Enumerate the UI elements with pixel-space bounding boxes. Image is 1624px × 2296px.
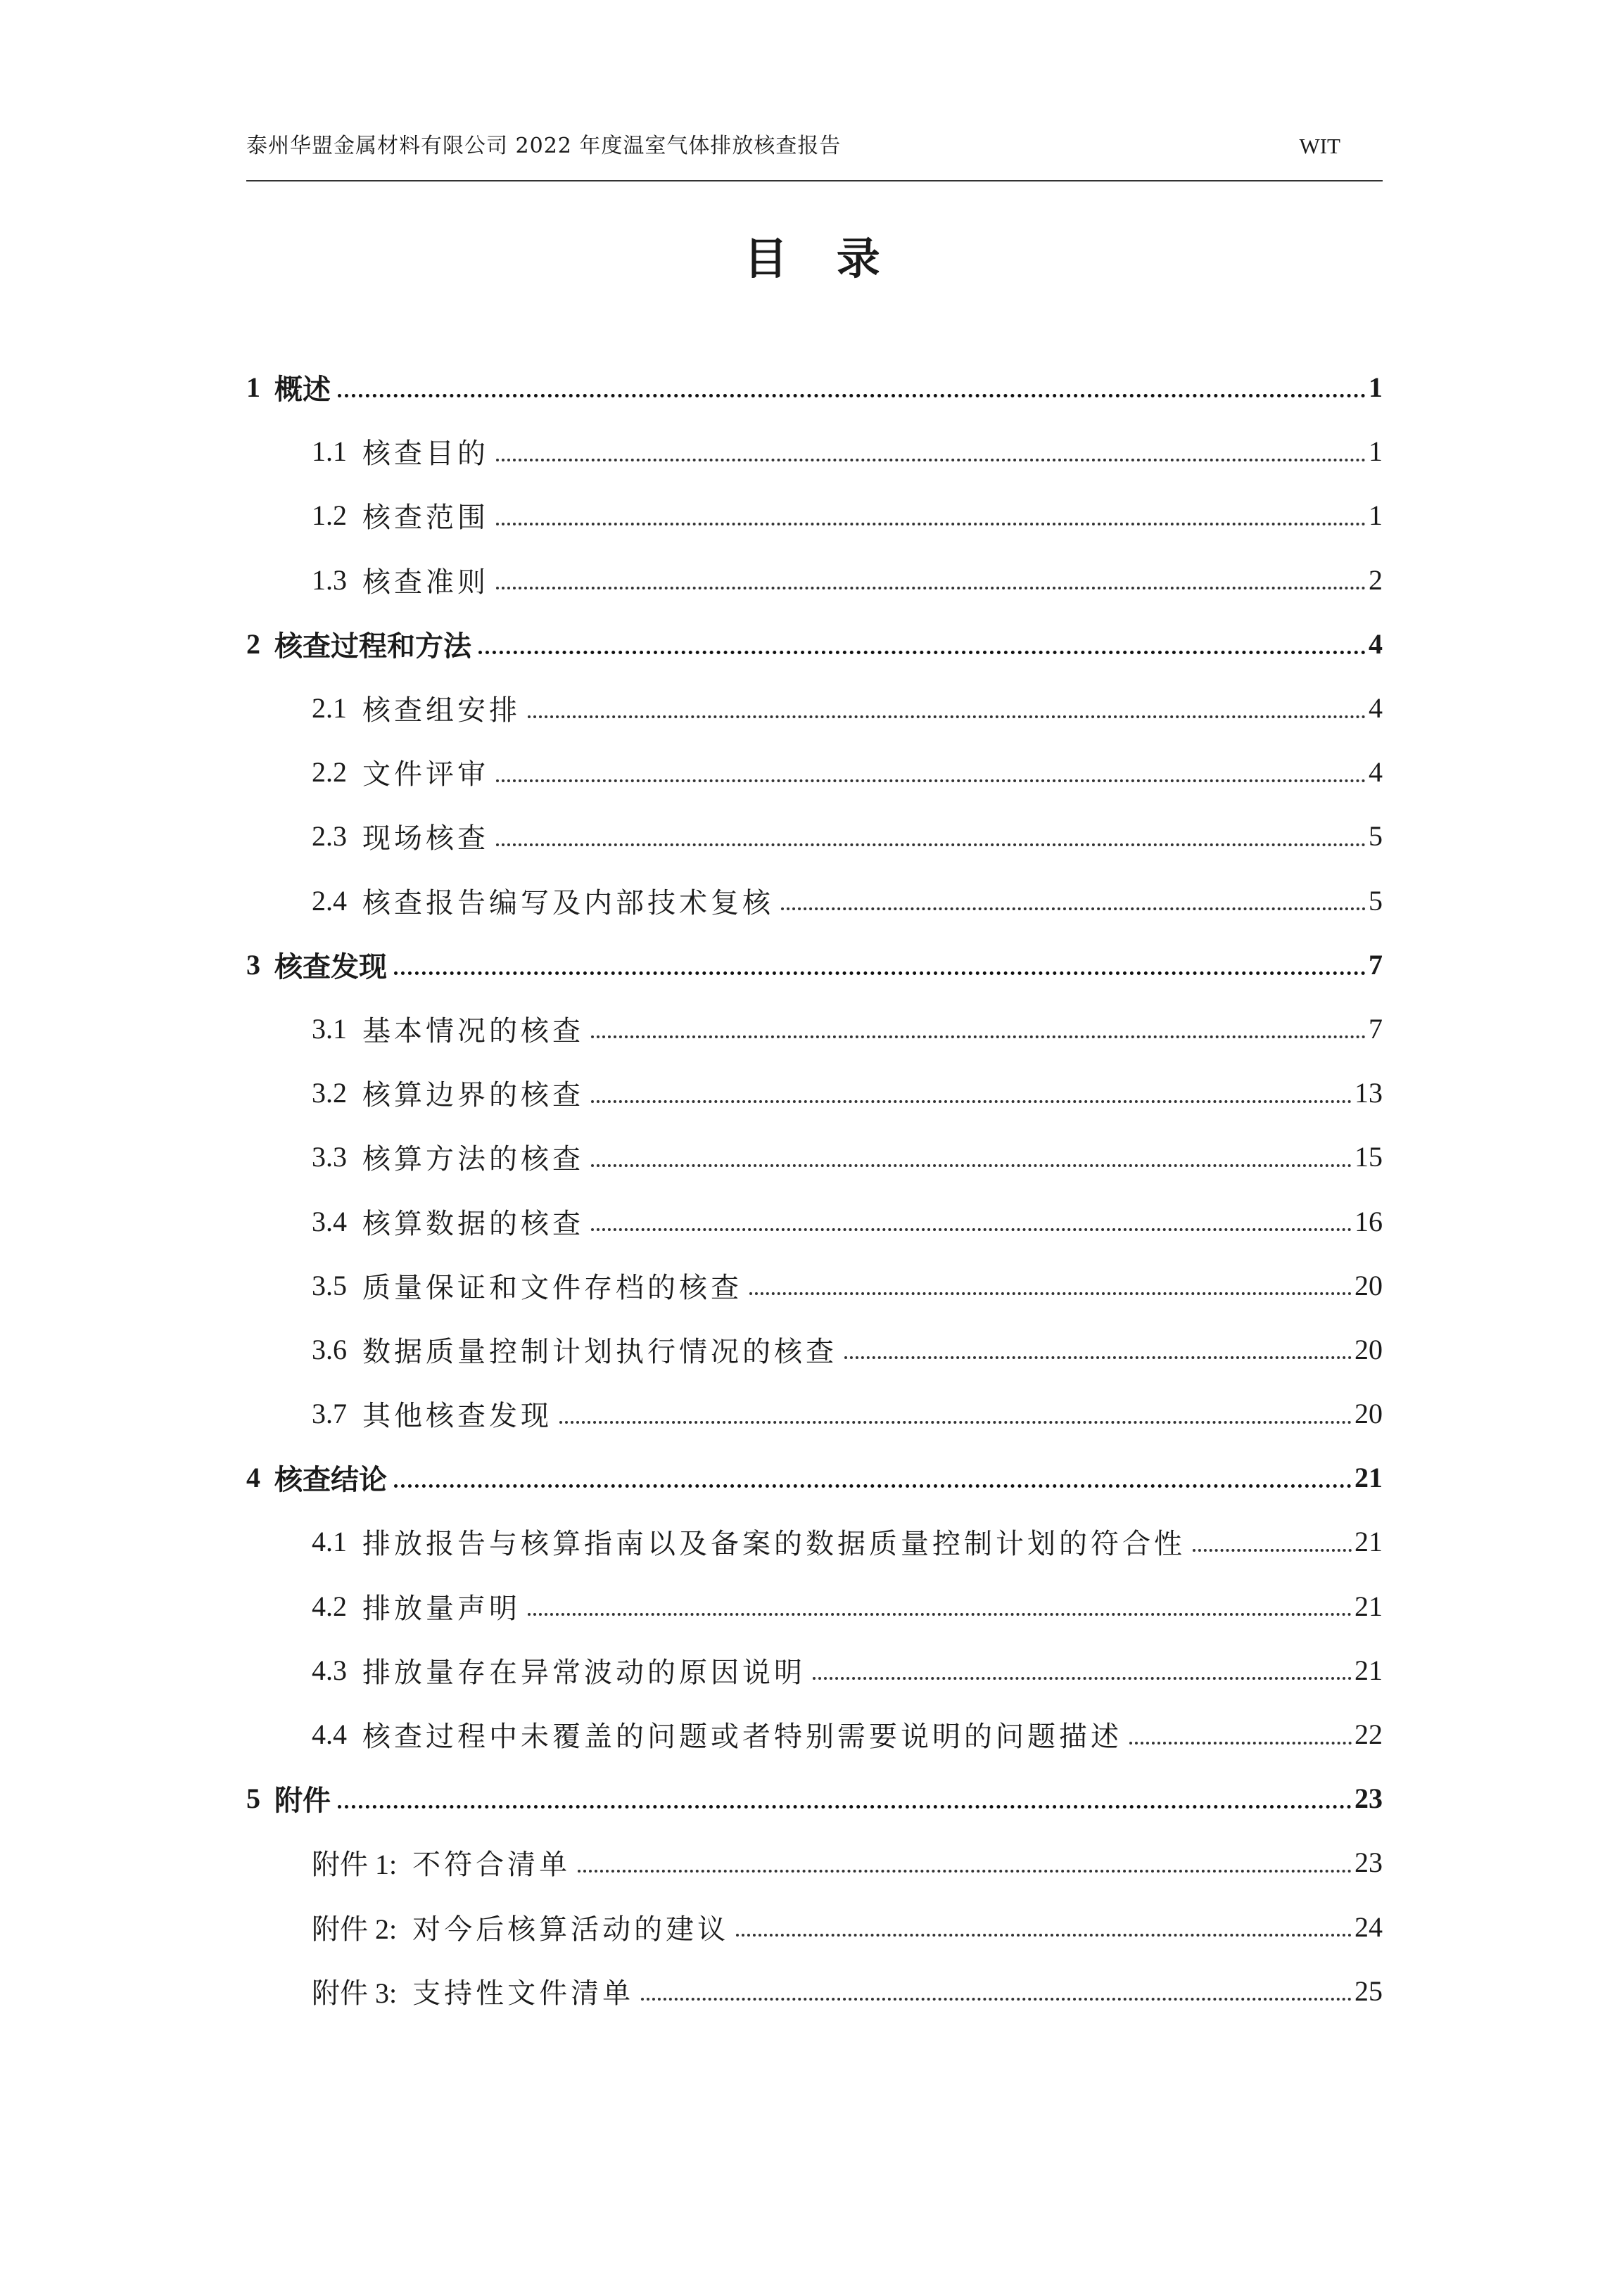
toc-section-entry[interactable]	[246, 740, 1383, 804]
toc-entry-title: 文件评审	[362, 758, 489, 791]
toc-entry-title: 对今后核算活动的建议	[412, 1913, 730, 1946]
toc-page-number: 1	[1369, 435, 1383, 468]
toc-page-number: 1	[1369, 499, 1383, 532]
toc-dot-leader	[394, 1484, 1352, 1488]
toc-page-number: 24	[1355, 1911, 1383, 1943]
toc-page-number: 4	[1369, 756, 1383, 789]
toc-section-entry[interactable]	[246, 1895, 1383, 1959]
toc-entry-number: 附件 1:	[312, 1849, 398, 1881]
toc-entry-number: 4.1	[312, 1526, 347, 1558]
toc-entry-title: 核算方法的核查	[362, 1143, 584, 1176]
toc-section-entry[interactable]	[246, 676, 1383, 740]
toc-entry-title: 核查过程中未覆盖的问题或者特别需要说明的问题描述	[362, 1721, 1122, 1754]
table-of-contents	[246, 355, 1383, 2023]
toc-page-number: 5	[1369, 884, 1383, 917]
toc-entry-number: 4.4	[312, 1718, 347, 1751]
toc-entry-title: 概述	[274, 373, 331, 407]
toc-title: 目 录	[744, 233, 897, 284]
toc-entry-number: 2.4	[312, 884, 347, 917]
toc-section-entry[interactable]	[246, 997, 1383, 1061]
toc-entry-number: 1.2	[312, 499, 347, 532]
toc-entry-number: 1	[246, 371, 260, 404]
toc-page-number: 7	[1369, 1012, 1383, 1045]
toc-entry-number: 3	[246, 948, 260, 981]
toc-section-entry[interactable]	[246, 1959, 1383, 2023]
toc-dot-leader	[591, 1164, 1352, 1167]
toc-entry-title: 核算边界的核查	[362, 1079, 584, 1112]
toc-dot-leader	[559, 1421, 1352, 1424]
toc-entry-title: 附件	[274, 1784, 331, 1818]
toc-entry-title: 排放报告与核算指南以及备案的数据质量控制计划的符合性	[362, 1528, 1186, 1561]
toc-entry-title: 排放量存在异常波动的原因说明	[362, 1656, 806, 1689]
toc-entry-number: 5	[246, 1782, 260, 1815]
toc-page-number: 4	[1369, 692, 1383, 725]
toc-page-number: 20	[1355, 1333, 1383, 1365]
toc-entry-title: 核查范围	[362, 502, 489, 535]
toc-page-number: 23	[1355, 1782, 1383, 1815]
toc-dot-leader	[496, 779, 1366, 782]
toc-entry-number: 2	[246, 627, 260, 660]
page-header	[246, 132, 1383, 174]
toc-entry-number: 3.4	[312, 1205, 347, 1237]
toc-dot-leader	[496, 459, 1366, 461]
toc-entry-number: 3.7	[312, 1398, 347, 1430]
toc-page-number: 20	[1355, 1398, 1383, 1430]
toc-entry-number: 3.6	[312, 1333, 347, 1365]
toc-dot-leader	[844, 1356, 1352, 1359]
toc-entry-title: 核算数据的核查	[362, 1207, 584, 1240]
toc-dot-leader	[1193, 1549, 1352, 1552]
toc-section-entry[interactable]	[246, 869, 1383, 933]
toc-page-number: 16	[1355, 1205, 1383, 1237]
toc-dot-leader	[749, 1292, 1352, 1295]
toc-entry-title: 现场核查	[362, 822, 489, 855]
toc-page-number: 4	[1369, 627, 1383, 660]
toc-entry-title: 质量保证和文件存档的核查	[362, 1271, 742, 1304]
toc-dot-leader	[338, 1805, 1352, 1809]
toc-entry-number: 3.2	[312, 1077, 347, 1109]
toc-entry-number: 附件 2:	[312, 1913, 398, 1945]
toc-entry-title: 核查目的	[362, 438, 489, 471]
toc-page-number: 13	[1355, 1077, 1383, 1109]
toc-page-number: 1	[1369, 371, 1383, 404]
toc-entry-title: 其他核查发现	[362, 1400, 552, 1433]
toc-section-entry[interactable]	[246, 419, 1383, 483]
toc-page-number: 5	[1369, 820, 1383, 853]
toc-entry-number: 4.3	[312, 1654, 347, 1686]
toc-entry-title: 核查准则	[362, 566, 489, 599]
toc-entry-title: 支持性文件清单	[412, 1977, 635, 2010]
toc-entry-title: 核查过程和方法	[274, 629, 471, 663]
toc-entry-number: 4.2	[312, 1590, 347, 1622]
toc-section-entry[interactable]	[246, 483, 1383, 547]
toc-entry-number: 附件 3:	[312, 1977, 398, 2009]
toc-dot-leader	[478, 651, 1366, 654]
toc-entry-title: 排放量声明	[362, 1592, 521, 1625]
toc-entry-title: 数据质量控制计划执行情况的核查	[362, 1335, 837, 1368]
toc-entry-title: 基本情况的核查	[362, 1014, 584, 1047]
toc-dot-leader	[528, 715, 1366, 718]
toc-dot-leader	[338, 394, 1366, 397]
toc-chapter-entry[interactable]	[246, 1766, 1383, 1830]
toc-page-number: 7	[1369, 948, 1383, 981]
toc-entry-title: 不符合清单	[412, 1849, 571, 1882]
toc-section-entry[interactable]	[246, 1061, 1383, 1125]
toc-chapter-entry[interactable]	[246, 355, 1383, 419]
toc-dot-leader	[1129, 1742, 1352, 1745]
toc-page-number: 22	[1355, 1718, 1383, 1751]
toc-section-entry[interactable]	[246, 1254, 1383, 1318]
toc-section-entry[interactable]	[246, 1702, 1383, 1766]
toc-dot-leader	[496, 587, 1366, 589]
toc-dot-leader	[528, 1613, 1352, 1616]
toc-entry-number: 4	[246, 1462, 260, 1494]
toc-chapter-entry[interactable]	[246, 933, 1383, 997]
toc-section-entry[interactable]	[246, 1318, 1383, 1382]
toc-dot-leader	[641, 1998, 1352, 2001]
toc-dot-leader	[736, 1934, 1352, 1937]
toc-page-number: 21	[1355, 1654, 1383, 1686]
toc-entry-title: 核查发现	[274, 950, 387, 983]
toc-entry-number: 3.3	[312, 1141, 347, 1173]
toc-page-number: 21	[1355, 1590, 1383, 1622]
toc-section-entry[interactable]	[246, 1830, 1383, 1894]
toc-section-entry[interactable]	[246, 1382, 1383, 1446]
header-divider	[246, 180, 1383, 181]
toc-page-number: 25	[1355, 1975, 1383, 2007]
toc-page-number: 15	[1355, 1141, 1383, 1173]
toc-entry-title: 核查组安排	[362, 694, 521, 727]
toc-entry-number: 3.5	[312, 1269, 347, 1301]
toc-dot-leader	[591, 1035, 1366, 1038]
toc-chapter-entry[interactable]	[246, 612, 1383, 676]
toc-dot-leader	[496, 523, 1366, 525]
header-title: 泰州华盟金属材料有限公司 2022 年度温室气体排放核查报告	[246, 134, 842, 158]
toc-section-entry[interactable]	[246, 1510, 1383, 1574]
toc-dot-leader	[496, 843, 1366, 846]
header-code: WIT	[1299, 134, 1340, 158]
toc-page-number: 23	[1355, 1847, 1383, 1879]
toc-dot-leader	[578, 1870, 1352, 1873]
toc-section-entry[interactable]	[246, 548, 1383, 612]
toc-entry-title: 核查结论	[274, 1463, 387, 1497]
toc-page-number: 2	[1369, 563, 1383, 596]
toc-dot-leader	[781, 907, 1366, 910]
toc-page-number: 21	[1355, 1462, 1383, 1494]
toc-entry-number: 1.3	[312, 563, 347, 596]
toc-entry-number: 2.3	[312, 820, 347, 853]
toc-section-entry[interactable]	[246, 804, 1383, 868]
toc-entry-title: 核查报告编写及内部技术复核	[362, 886, 774, 919]
toc-page-number: 21	[1355, 1526, 1383, 1558]
toc-chapter-entry[interactable]	[246, 1446, 1383, 1510]
toc-entry-number: 2.1	[312, 692, 347, 725]
toc-entry-number: 1.1	[312, 435, 347, 468]
toc-entry-number: 3.1	[312, 1012, 347, 1045]
toc-entry-number: 2.2	[312, 756, 347, 789]
toc-section-entry[interactable]	[246, 1125, 1383, 1189]
toc-section-entry[interactable]	[246, 1189, 1383, 1253]
toc-dot-leader	[591, 1228, 1352, 1231]
toc-section-entry[interactable]	[246, 1574, 1383, 1638]
toc-dot-leader	[813, 1677, 1352, 1680]
toc-dot-leader	[591, 1100, 1352, 1103]
toc-section-entry[interactable]	[246, 1638, 1383, 1702]
toc-page-number: 20	[1355, 1269, 1383, 1301]
toc-dot-leader	[394, 971, 1366, 975]
